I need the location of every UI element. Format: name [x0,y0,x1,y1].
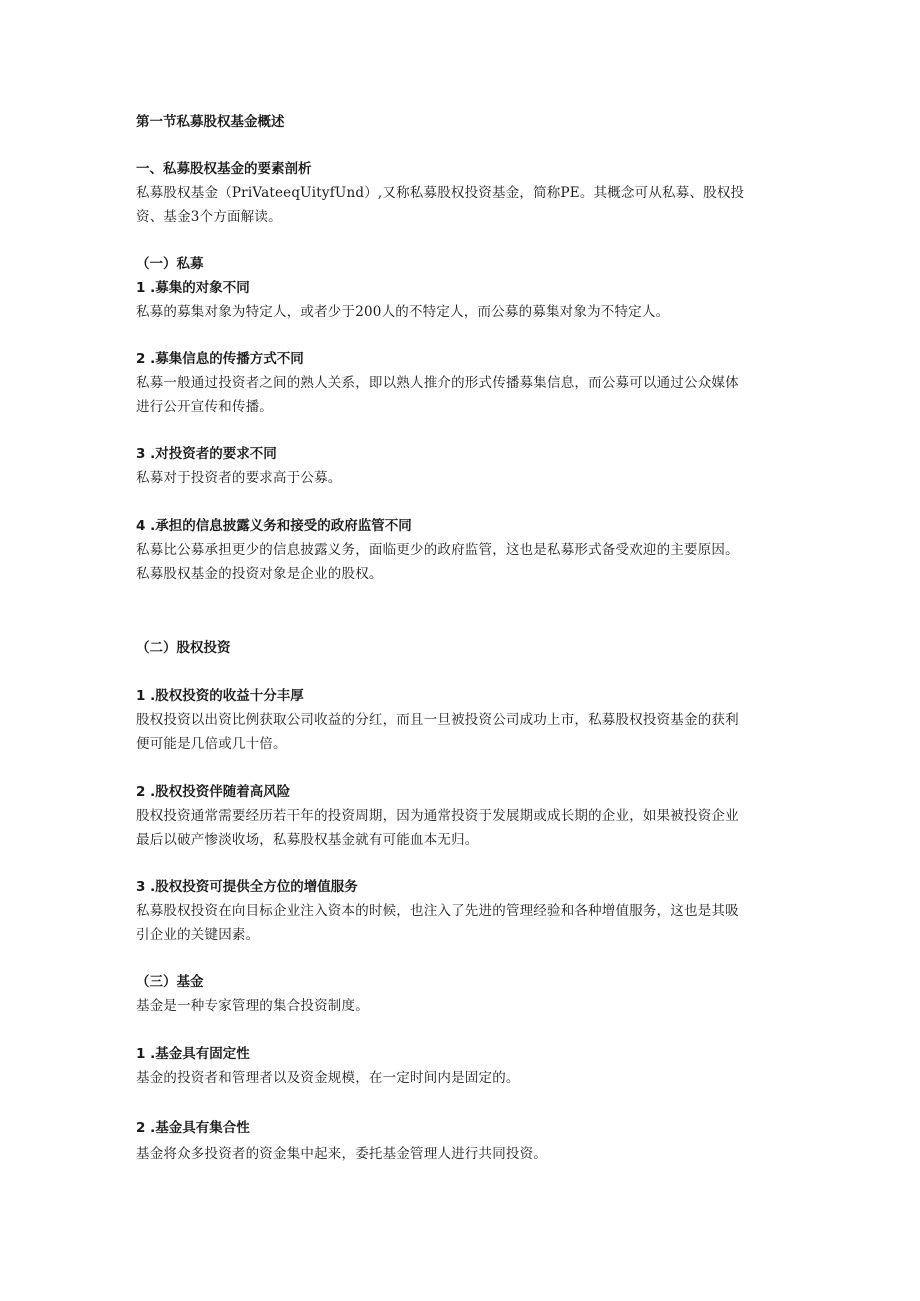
sub2-item3-text-line2: 引企业的关键因素。 [136,927,260,943]
sub3-item1-text: 基金的投资者和管理者以及资金规模，在一定时间内是固定的。 [136,1070,520,1086]
sub1-item2-text-line1: 私募一般通过投资者之间的熟人关系，即以熟人推介的形式传播募集信息，而公募可以通过公众媒体 [136,375,739,391]
sub2-item2-text-line2: 最后以破产惨淡收场，私募股权基金就有可能血本无归。 [136,832,479,848]
sub3-heading: （三）基金 [136,974,204,990]
sub1-item3-text: 私募对于投资者的要求高于公募。 [136,470,342,486]
sub2-heading: （二）股权投资 [136,640,231,656]
sub2-item2-title: 2 .股权投资伴随着高风险 [136,784,291,800]
sub2-item2-text-line1: 股权投资通常需要经历若干年的投资周期，因为通常投资于发展期或成长期的企业，如果被投资企业 [136,808,739,824]
sub1-item1-text: 私募的募集对象为特定人，或者少于200人的不特定人，而公募的募集对象为不特定人。 [136,304,670,320]
sub2-item3-text-line1: 私募股权投资在向目标企业注入资本的时候，也注入了先进的管理经验和各种增值服务，这也是其吸 [136,903,739,919]
sub1-item4-text-line2: 私募股权基金的投资对象是企业的股权。 [136,566,383,582]
section-title: 第一节私募股权基金概述 [136,114,285,130]
sub3-item2-title: 2 .基金具有集合性 [136,1120,250,1136]
sub2-item1-title: 1 .股权投资的收益十分丰厚 [136,688,304,704]
sub1-heading: （一）私募 [136,256,204,272]
sub1-item2-title: 2 .募集信息的传播方式不同 [136,351,304,367]
part1-heading: 一、私募股权基金的要素剖析 [136,161,312,177]
sub3-text: 基金是一种专家管理的集合投资制度。 [136,998,369,1014]
sub1-item4-text-line1: 私募比公募承担更少的信息披露义务，面临更少的政府监管，这也是私募形式备受欢迎的主要原因。 [136,542,739,558]
sub1-item1-title: 1 .募集的对象不同 [136,280,250,296]
sub3-item2-text: 基金将众多投资者的资金集中起来，委托基金管理人进行共同投资。 [136,1146,547,1162]
sub1-item4-title: 4 .承担的信息披露义务和接受的政府监管不同 [136,518,412,534]
intro-paragraph-line2: 资、基金3个方面解读。 [136,209,282,225]
sub1-item2-text-line2: 进行公开宣传和传播。 [136,399,273,415]
sub3-item1-title: 1 .基金具有固定性 [136,1046,250,1062]
sub2-item1-text-line2: 便可能是几倍或几十倍。 [136,736,287,752]
intro-paragraph-line1: 私募股权基金（PriVateeqUityfUnd）,又称私募股权投资基金，简称PE。其概念可从私募、股权投 [136,185,745,201]
sub2-item1-text-line1: 股权投资以出资比例获取公司收益的分红，而且一旦被投资公司成功上市，私募股权投资基金的获利 [136,712,739,728]
sub2-item3-title: 3 .股权投资可提供全方位的增值服务 [136,879,358,895]
sub1-item3-title: 3 .对投资者的要求不同 [136,446,277,462]
